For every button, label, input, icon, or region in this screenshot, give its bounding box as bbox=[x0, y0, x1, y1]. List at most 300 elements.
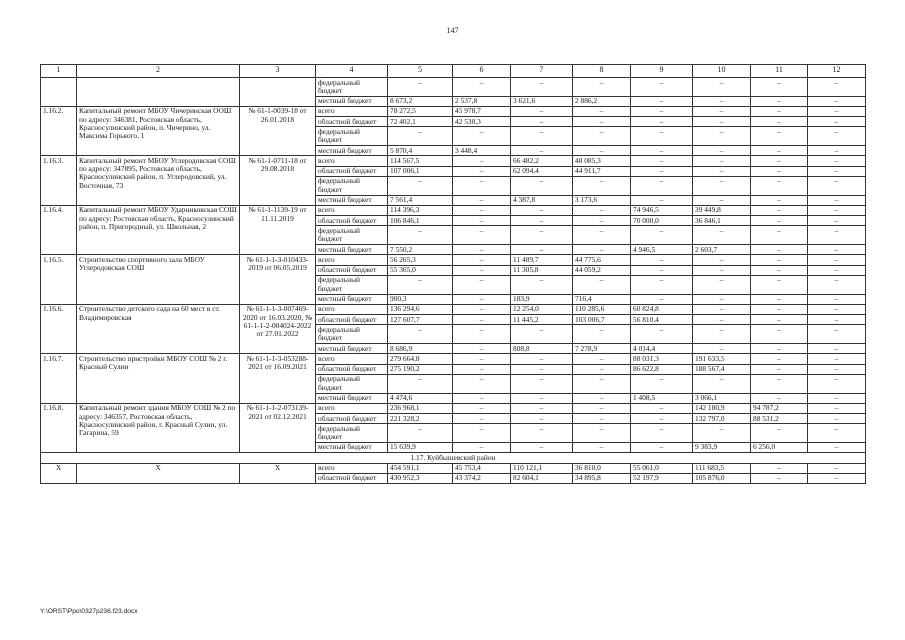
value-cell: – bbox=[511, 117, 573, 127]
value-cell: – bbox=[693, 304, 751, 314]
value-cell: 52 197,9 bbox=[631, 473, 693, 483]
section-title: 1.17. Куйбышевский район bbox=[41, 453, 866, 463]
value-cell: – bbox=[693, 265, 751, 275]
budget-type-cell: местный бюджет bbox=[316, 245, 388, 255]
value-cell: 3 448,4 bbox=[453, 146, 511, 156]
value-cell: – bbox=[453, 325, 511, 344]
value-cell: – bbox=[453, 265, 511, 275]
value-cell: – bbox=[631, 294, 693, 304]
budget-type-cell: местный бюджет bbox=[316, 146, 388, 156]
value-cell: – bbox=[751, 275, 808, 294]
value-cell: – bbox=[693, 117, 751, 127]
value-cell: 183,9 bbox=[511, 294, 573, 304]
value-cell: – bbox=[453, 354, 511, 364]
value-cell: – bbox=[808, 414, 866, 424]
table-row bbox=[41, 255, 866, 265]
value-cell: – bbox=[751, 463, 808, 473]
value-cell: – bbox=[693, 275, 751, 294]
value-cell: – bbox=[511, 275, 573, 294]
value-cell: – bbox=[808, 304, 866, 314]
value-cell: 4 014,4 bbox=[631, 344, 693, 354]
value-cell: – bbox=[808, 117, 866, 127]
column-number: 1 bbox=[41, 65, 77, 78]
value-cell: – bbox=[388, 226, 453, 245]
value-cell: – bbox=[453, 414, 511, 424]
value-cell: – bbox=[453, 127, 511, 146]
value-cell: – bbox=[808, 106, 866, 116]
value-cell: – bbox=[573, 393, 631, 403]
value-cell: 221 328,2 bbox=[388, 414, 453, 424]
value-cell: – bbox=[808, 127, 866, 146]
value-cell: – bbox=[511, 424, 573, 443]
table-row bbox=[41, 463, 866, 473]
value-cell: 2 603,7 bbox=[693, 245, 751, 255]
budget-type-cell: местный бюджет bbox=[316, 195, 388, 205]
value-cell: 44 911,7 bbox=[573, 166, 631, 176]
column-number-row bbox=[41, 65, 866, 78]
value-cell: – bbox=[453, 403, 511, 413]
value-cell: – bbox=[511, 374, 573, 393]
value-cell: – bbox=[808, 255, 866, 265]
value-cell: – bbox=[693, 127, 751, 146]
continued-cell bbox=[41, 78, 77, 107]
page-number: 147 bbox=[446, 26, 459, 35]
value-cell: 11 305,8 bbox=[511, 265, 573, 275]
value-cell: – bbox=[693, 424, 751, 443]
value-cell: 3 066,1 bbox=[693, 393, 751, 403]
value-cell: 114 567,5 bbox=[388, 156, 453, 166]
value-cell: 430 952,3 bbox=[388, 473, 453, 483]
value-cell: 142 180,9 bbox=[693, 403, 751, 413]
value-cell: – bbox=[751, 245, 808, 255]
budget-type-cell: федеральный бюджет bbox=[316, 275, 388, 294]
value-cell: – bbox=[511, 146, 573, 156]
value-cell: 55 061,0 bbox=[631, 463, 693, 473]
table-row bbox=[41, 304, 866, 314]
value-cell: – bbox=[511, 205, 573, 215]
value-cell: – bbox=[631, 78, 693, 97]
value-cell: 45 753,4 bbox=[453, 463, 511, 473]
value-cell: – bbox=[693, 166, 751, 176]
value-cell: 70 000,0 bbox=[631, 216, 693, 226]
value-cell: – bbox=[453, 315, 511, 325]
value-cell: – bbox=[631, 127, 693, 146]
budget-type-cell: всего bbox=[316, 403, 388, 413]
value-cell: – bbox=[693, 226, 751, 245]
value-cell: – bbox=[751, 176, 808, 195]
value-cell: 716,4 bbox=[573, 294, 631, 304]
value-cell: – bbox=[751, 473, 808, 483]
x-cell: Х bbox=[41, 463, 77, 484]
document-cell: № 61-1-1-2-073139-2021 от 02.12.2021 bbox=[240, 403, 316, 452]
column-number: 4 bbox=[316, 65, 388, 78]
column-number: 10 bbox=[693, 65, 751, 78]
value-cell: – bbox=[808, 156, 866, 166]
value-cell: – bbox=[511, 226, 573, 245]
column-number: 7 bbox=[511, 65, 573, 78]
value-cell: 114 396,3 bbox=[388, 205, 453, 215]
budget-type-cell: федеральный бюджет bbox=[316, 127, 388, 146]
budget-type-cell: федеральный бюджет bbox=[316, 226, 388, 245]
value-cell: – bbox=[573, 442, 631, 452]
document-cell: № 61-1-1139-19 от 11.11.2019 bbox=[240, 205, 316, 254]
value-cell: – bbox=[631, 146, 693, 156]
value-cell: – bbox=[631, 255, 693, 265]
value-cell: – bbox=[453, 275, 511, 294]
value-cell: – bbox=[751, 166, 808, 176]
value-cell: – bbox=[693, 325, 751, 344]
value-cell: – bbox=[388, 325, 453, 344]
value-cell: – bbox=[573, 226, 631, 245]
value-cell: – bbox=[511, 216, 573, 226]
column-number: 11 bbox=[751, 65, 808, 78]
value-cell: – bbox=[511, 325, 573, 344]
value-cell: – bbox=[511, 106, 573, 116]
value-cell: 43 374,2 bbox=[453, 473, 511, 483]
value-cell: – bbox=[573, 414, 631, 424]
value-cell: – bbox=[631, 106, 693, 116]
budget-type-cell: областной бюджет bbox=[316, 265, 388, 275]
value-cell: – bbox=[808, 216, 866, 226]
value-cell: 42 530,3 bbox=[453, 117, 511, 127]
value-cell: – bbox=[693, 146, 751, 156]
object-name-cell: Капитальный ремонт здания МБОУ СОШ № 2 по адресу: 346357, Ростовская область, Красносулинский район, г. Красный Сулин, ул. Гагарина, 59 bbox=[77, 403, 240, 452]
value-cell: 36 846,1 bbox=[693, 216, 751, 226]
document-cell: № 61-1-1-3-053288-2021 от 16.09.2021 bbox=[240, 354, 316, 403]
value-cell: – bbox=[808, 226, 866, 245]
value-cell: – bbox=[453, 245, 511, 255]
value-cell: – bbox=[453, 226, 511, 245]
value-cell: – bbox=[573, 424, 631, 443]
value-cell: – bbox=[388, 424, 453, 443]
value-cell: – bbox=[453, 195, 511, 205]
value-cell: – bbox=[808, 354, 866, 364]
column-number: 12 bbox=[808, 65, 866, 78]
value-cell: 88 531,2 bbox=[751, 414, 808, 424]
value-cell: 55 365,0 bbox=[388, 265, 453, 275]
value-cell: – bbox=[808, 315, 866, 325]
column-number: 2 bbox=[77, 65, 240, 78]
budget-type-cell: всего bbox=[316, 205, 388, 215]
value-cell: – bbox=[808, 205, 866, 215]
value-cell: 56 265,3 bbox=[388, 255, 453, 265]
value-cell: – bbox=[631, 96, 693, 106]
value-cell: 11 445,2 bbox=[511, 315, 573, 325]
value-cell: – bbox=[573, 127, 631, 146]
value-cell: – bbox=[808, 245, 866, 255]
value-cell: – bbox=[631, 325, 693, 344]
value-cell: – bbox=[751, 226, 808, 245]
budget-type-cell: федеральный бюджет bbox=[316, 78, 388, 97]
value-cell: – bbox=[573, 374, 631, 393]
value-cell: 4 387,8 bbox=[511, 195, 573, 205]
value-cell: – bbox=[808, 442, 866, 452]
value-cell: – bbox=[511, 245, 573, 255]
value-cell: – bbox=[453, 176, 511, 195]
value-cell: 78 272,5 bbox=[388, 106, 453, 116]
budget-type-cell: областной бюджет bbox=[316, 315, 388, 325]
value-cell: – bbox=[808, 294, 866, 304]
value-cell: – bbox=[693, 255, 751, 265]
value-cell: – bbox=[453, 216, 511, 226]
value-cell: – bbox=[808, 473, 866, 483]
budget-type-cell: всего bbox=[316, 354, 388, 364]
value-cell: 88 031,3 bbox=[631, 354, 693, 364]
value-cell: – bbox=[751, 354, 808, 364]
value-cell: – bbox=[511, 354, 573, 364]
value-cell: 900,3 bbox=[388, 294, 453, 304]
table-row bbox=[41, 156, 866, 166]
value-cell: 44 775,6 bbox=[573, 255, 631, 265]
column-number: 6 bbox=[453, 65, 511, 78]
column-number: 3 bbox=[240, 65, 316, 78]
value-cell: – bbox=[511, 414, 573, 424]
financing-table bbox=[40, 64, 866, 484]
x-cell: Х bbox=[77, 463, 240, 484]
value-cell: – bbox=[631, 403, 693, 413]
value-cell: – bbox=[693, 374, 751, 393]
budget-type-cell: всего bbox=[316, 463, 388, 473]
value-cell: – bbox=[511, 364, 573, 374]
value-cell: – bbox=[751, 106, 808, 116]
value-cell: – bbox=[693, 96, 751, 106]
value-cell: 34 895,8 bbox=[573, 473, 631, 483]
value-cell: – bbox=[751, 294, 808, 304]
value-cell: – bbox=[693, 78, 751, 97]
item-number-cell: 1.16.8. bbox=[41, 403, 77, 452]
value-cell: 275 190,2 bbox=[388, 364, 453, 374]
value-cell: – bbox=[751, 424, 808, 443]
value-cell: 110 121,1 bbox=[511, 463, 573, 473]
object-name-cell: Капитальный ремонт МБОУ Ударниковская СОШ по адресу: Ростовская область, Красносулинский район, п. Пригородный, ул. Школьная, 2 bbox=[77, 205, 240, 254]
value-cell: – bbox=[808, 364, 866, 374]
value-cell: – bbox=[751, 325, 808, 344]
object-name-cell: Строительство спортивного зала МБОУ Углеродовская СОШ bbox=[77, 255, 240, 304]
value-cell: 74 946,5 bbox=[631, 205, 693, 215]
value-cell: – bbox=[573, 205, 631, 215]
value-cell: – bbox=[631, 275, 693, 294]
value-cell: 82 604,1 bbox=[511, 473, 573, 483]
value-cell: – bbox=[631, 166, 693, 176]
value-cell: 5 870,4 bbox=[388, 146, 453, 156]
value-cell: 8 673,2 bbox=[388, 96, 453, 106]
item-number-cell: 1.16.2. bbox=[41, 106, 77, 155]
value-cell: – bbox=[573, 117, 631, 127]
budget-type-cell: всего bbox=[316, 255, 388, 265]
value-cell: – bbox=[751, 96, 808, 106]
item-number-cell: 1.16.3. bbox=[41, 156, 77, 205]
item-number-cell: 1.16.6. bbox=[41, 304, 77, 353]
value-cell: – bbox=[511, 176, 573, 195]
budget-type-cell: областной бюджет bbox=[316, 216, 388, 226]
value-cell: – bbox=[511, 78, 573, 97]
budget-type-cell: местный бюджет bbox=[316, 96, 388, 106]
section-title-row bbox=[41, 453, 866, 463]
x-cell: Х bbox=[240, 463, 316, 484]
value-cell: 62 094,4 bbox=[511, 166, 573, 176]
value-cell: – bbox=[808, 176, 866, 195]
value-cell: 106 846,1 bbox=[388, 216, 453, 226]
value-cell: – bbox=[453, 156, 511, 166]
column-number: 9 bbox=[631, 65, 693, 78]
budget-type-cell: местный бюджет bbox=[316, 393, 388, 403]
value-cell: – bbox=[573, 403, 631, 413]
value-cell: – bbox=[631, 156, 693, 166]
value-cell: – bbox=[453, 393, 511, 403]
value-cell: – bbox=[751, 146, 808, 156]
value-cell: – bbox=[573, 176, 631, 195]
value-cell: – bbox=[808, 166, 866, 176]
value-cell: – bbox=[751, 393, 808, 403]
value-cell: – bbox=[751, 117, 808, 127]
value-cell: 36 810,0 bbox=[573, 463, 631, 473]
value-cell: – bbox=[631, 195, 693, 205]
budget-type-cell: областной бюджет bbox=[316, 117, 388, 127]
value-cell: – bbox=[808, 424, 866, 443]
value-cell: – bbox=[693, 176, 751, 195]
value-cell: – bbox=[808, 325, 866, 344]
value-cell: 1 408,5 bbox=[631, 393, 693, 403]
continued-cell bbox=[77, 78, 240, 107]
value-cell: 3 621,6 bbox=[511, 96, 573, 106]
budget-type-cell: всего bbox=[316, 106, 388, 116]
value-cell: 86 622,8 bbox=[631, 364, 693, 374]
budget-type-cell: областной бюджет bbox=[316, 166, 388, 176]
value-cell: – bbox=[453, 166, 511, 176]
value-cell: – bbox=[751, 216, 808, 226]
budget-type-cell: федеральный бюджет bbox=[316, 424, 388, 443]
value-cell: 66 482,2 bbox=[511, 156, 573, 166]
budget-type-cell: областной бюджет bbox=[316, 473, 388, 483]
value-cell: – bbox=[693, 294, 751, 304]
value-cell: – bbox=[453, 294, 511, 304]
value-cell: – bbox=[751, 265, 808, 275]
file-path: Y:\ORST\Ppo\0327p236.f23.docx bbox=[40, 608, 138, 615]
table-row bbox=[41, 403, 866, 413]
value-cell: – bbox=[808, 146, 866, 156]
value-cell: 11 489,7 bbox=[511, 255, 573, 265]
value-cell: – bbox=[573, 78, 631, 97]
value-cell: 808,8 bbox=[511, 344, 573, 354]
value-cell: 2 886,2 bbox=[573, 96, 631, 106]
value-cell: 454 591,1 bbox=[388, 463, 453, 473]
value-cell: 60 824,8 bbox=[631, 304, 693, 314]
value-cell: – bbox=[573, 146, 631, 156]
value-cell: – bbox=[453, 364, 511, 374]
value-cell: – bbox=[453, 442, 511, 452]
value-cell: 3 173,6 bbox=[573, 195, 631, 205]
value-cell: – bbox=[388, 374, 453, 393]
value-cell: – bbox=[453, 374, 511, 393]
value-cell: – bbox=[453, 344, 511, 354]
item-number-cell: 1.16.5. bbox=[41, 255, 77, 304]
document-cell: № 61-1-1-3-010433-2019 от 06.05.2019 bbox=[240, 255, 316, 304]
value-cell: 6 256,0 bbox=[751, 442, 808, 452]
value-cell: – bbox=[573, 275, 631, 294]
value-cell: – bbox=[693, 315, 751, 325]
object-name-cell: Капитальный ремонт МБОУ Чичеринская ООШ по адресу: 346381, Ростовская область, Красносулинский район, п. Чичерино, ул. Максима Горького, 1 bbox=[77, 106, 240, 155]
value-cell: – bbox=[751, 255, 808, 265]
budget-type-cell: федеральный бюджет bbox=[316, 176, 388, 195]
document-cell: № 61-1-0711-18 от 29.08.2018 bbox=[240, 156, 316, 205]
value-cell: – bbox=[751, 344, 808, 354]
value-cell: 9 383,9 bbox=[693, 442, 751, 452]
value-cell: 236 968,1 bbox=[388, 403, 453, 413]
value-cell: 2 537,8 bbox=[453, 96, 511, 106]
value-cell: 110 285,6 bbox=[573, 304, 631, 314]
value-cell: – bbox=[631, 442, 693, 452]
value-cell: – bbox=[808, 403, 866, 413]
value-cell: – bbox=[808, 195, 866, 205]
value-cell: – bbox=[751, 78, 808, 97]
value-cell: 111 683,5 bbox=[693, 463, 751, 473]
table-row bbox=[41, 78, 866, 97]
budget-type-cell: местный бюджет bbox=[316, 442, 388, 452]
budget-type-cell: всего bbox=[316, 304, 388, 314]
value-cell: – bbox=[808, 275, 866, 294]
value-cell: 4 474,6 bbox=[388, 393, 453, 403]
value-cell: 12 254,0 bbox=[511, 304, 573, 314]
document-cell: № 61-1-1-3-007469-2020 от 16.03.2020, № 61-1-1-2-004024-2022 от 27.01.2022 bbox=[240, 304, 316, 353]
budget-type-cell: федеральный бюджет bbox=[316, 374, 388, 393]
value-cell: – bbox=[751, 315, 808, 325]
value-cell: 94 787,2 bbox=[751, 403, 808, 413]
value-cell: – bbox=[573, 364, 631, 374]
value-cell: – bbox=[751, 364, 808, 374]
value-cell: – bbox=[808, 463, 866, 473]
value-cell: – bbox=[511, 393, 573, 403]
value-cell: 279 664,8 bbox=[388, 354, 453, 364]
value-cell: 7 561,4 bbox=[388, 195, 453, 205]
value-cell: – bbox=[511, 442, 573, 452]
value-cell: 188 567,4 bbox=[693, 364, 751, 374]
value-cell: 39 449,8 bbox=[693, 205, 751, 215]
value-cell: – bbox=[808, 265, 866, 275]
value-cell: – bbox=[808, 344, 866, 354]
value-cell: 4 946,5 bbox=[631, 245, 693, 255]
value-cell: – bbox=[808, 78, 866, 97]
value-cell: 44 059,2 bbox=[573, 265, 631, 275]
budget-type-cell: областной бюджет bbox=[316, 414, 388, 424]
value-cell: 8 686,9 bbox=[388, 344, 453, 354]
value-cell: – bbox=[573, 354, 631, 364]
column-number: 5 bbox=[388, 65, 453, 78]
value-cell: – bbox=[693, 195, 751, 205]
value-cell: – bbox=[631, 265, 693, 275]
value-cell: – bbox=[751, 205, 808, 215]
value-cell: – bbox=[573, 106, 631, 116]
value-cell: – bbox=[511, 403, 573, 413]
value-cell: – bbox=[693, 106, 751, 116]
value-cell: 136 294,6 bbox=[388, 304, 453, 314]
value-cell: – bbox=[808, 374, 866, 393]
value-cell: – bbox=[573, 325, 631, 344]
value-cell: – bbox=[511, 127, 573, 146]
value-cell: 7 550,2 bbox=[388, 245, 453, 255]
budget-type-cell: местный бюджет bbox=[316, 294, 388, 304]
budget-type-cell: всего bbox=[316, 156, 388, 166]
value-cell: – bbox=[631, 424, 693, 443]
value-cell: – bbox=[388, 127, 453, 146]
value-cell: – bbox=[388, 176, 453, 195]
document-cell: № 61-1-0039-18 от 26.01.2018 bbox=[240, 106, 316, 155]
value-cell: – bbox=[388, 275, 453, 294]
value-cell: – bbox=[751, 127, 808, 146]
value-cell: – bbox=[453, 78, 511, 97]
value-cell: 191 633,5 bbox=[693, 354, 751, 364]
budget-type-cell: местный бюджет bbox=[316, 344, 388, 354]
value-cell: 48 085,3 bbox=[573, 156, 631, 166]
